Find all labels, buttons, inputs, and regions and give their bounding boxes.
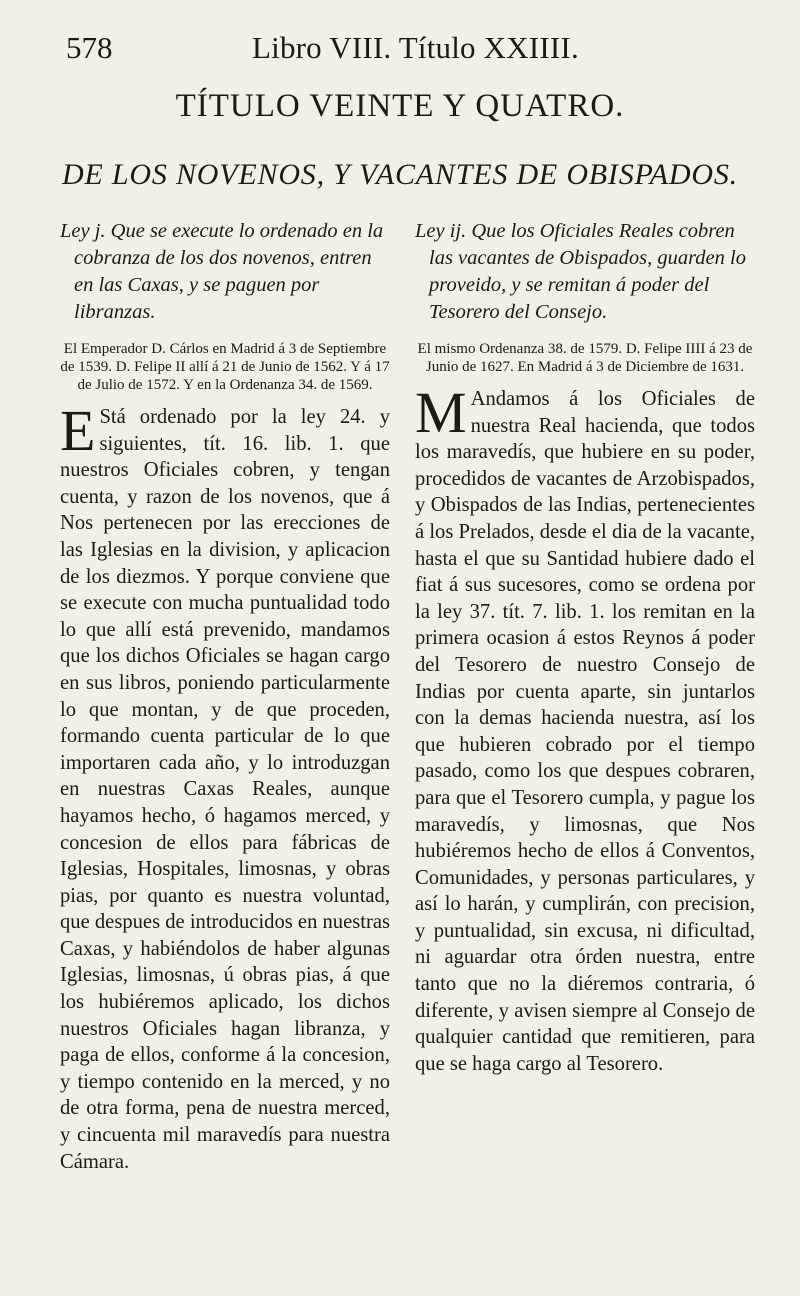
- law-1-heading: Ley j. Que se execute lo ordenado en la cobranza de los dos novenos, entren en las Caxas, y se paguen por libranzas.: [60, 220, 384, 323]
- law-2-heading: Ley ij. Que los Oficiales Reales cobren las vacantes de Obispados, guarden lo proveido, y se remitan á poder del Tesorero del Consejo.: [415, 220, 746, 323]
- running-header: [66, 30, 760, 70]
- law-1-body: [60, 398, 390, 1175]
- law-1-dropcap: E: [60, 398, 96, 463]
- right-column: [415, 218, 755, 1077]
- law-2-meta: El mismo Ordenanza 38. de 1579. D. Felipe IIII á 23 de Junio de 1627. En Madrid á 3 de Diciembre de 1631.: [417, 341, 753, 375]
- title-heading: TÍTULO VEINTE Y QUATRO.: [175, 88, 625, 124]
- law-2-body: [415, 380, 755, 1077]
- page-number: 578: [66, 30, 113, 65]
- left-column: [60, 218, 390, 1175]
- law-1-meta: El Emperador D. Cárlos en Madrid á 3 de Septiembre de 1539. D. Felipe II allí á 21 de Junio de 1562. Y á 17 de Julio de 1572. Y en la Ordenanza 34. de 1569.: [60, 341, 390, 393]
- law-2-dropcap: M: [415, 380, 467, 445]
- law-2-text: Andamos á los Oficiales de nuestra Real hacienda, que todos los maravedís, que hubiere en su poder, procedidos de vacantes de Arzobispados, y Obispados de las Indias, pertenecientes á los Prelados, desde el dia de la vacante, hasta el que su Santidad hubiere dado el fiat á sus sucesores, como se ordena por la ley 37. tít. 7. lib. 1. los remitan en la primera ocasion á estos Reynos á poder del Tesorero de nuestro Consejo de Indias por cuenta aparte, sin juntarlos con la demas hacienda nuestra, así los que hubieren cobrado por el tiempo pasado, como los que despues cobraren, para que el Tesorero cumpla, y pague los maravedís, y limosnas, que Nos hubiéremos hecho de ellos á Conventos, Comunidades, y personas particulares, y así lo harán, y cumplirán, con precision, y puntualidad, sin excusa, ni dificultad, ni aguardar otra órden nuestra, entre tanto que no la diéremos contraria, ó diferente, y avisen siempre al Consejo de qualquier cantidad que remitieren, para que se haga cargo al Tesorero.: [415, 388, 755, 1075]
- subtitle-heading: DE LOS NOVENOS, Y VACANTES DE OBISPADOS.: [62, 158, 738, 191]
- running-title: Libro VIII. Título XXIIII.: [252, 30, 579, 65]
- law-1-text: Stá ordenado por la ley 24. y siguientes, tít. 16. lib. 1. que nuestros Oficiales cobren, y tengan cuenta, y razon de los novenos, que á Nos pertenecen por las erecciones de las Iglesias en la division, y aplicacion de los diezmos. Y porque conviene que se execute con mucha puntualidad todo lo que allí está prevenido, mandamos que los dichos Oficiales se hagan cargo en sus libros, poniendo particularmente lo que montan, y de que proceden, formando cuenta particular de lo que importaren cada año, y lo introduzgan en nuestras Caxas Reales, aunque hayamos hecho, ó hagamos merced, y concesion de ellos para fábricas de Iglesias, Hospitales, limosnas, y obras pias, por quanto es nuestra voluntad, que despues de introducidos en nuestras Caxas, y habiéndolos de haber algunas Iglesias, limosnas, ú obras pias, á que los hubiéremos aplicado, los dichos nuestros Oficiales hagan libranza, y paga de ellos, conforme á la concesion, y tiempo contenido en la merced, y no de otra forma, pena de nuestra merced, y cincuenta mil maravedís para nuestra Cámara.: [60, 406, 390, 1173]
